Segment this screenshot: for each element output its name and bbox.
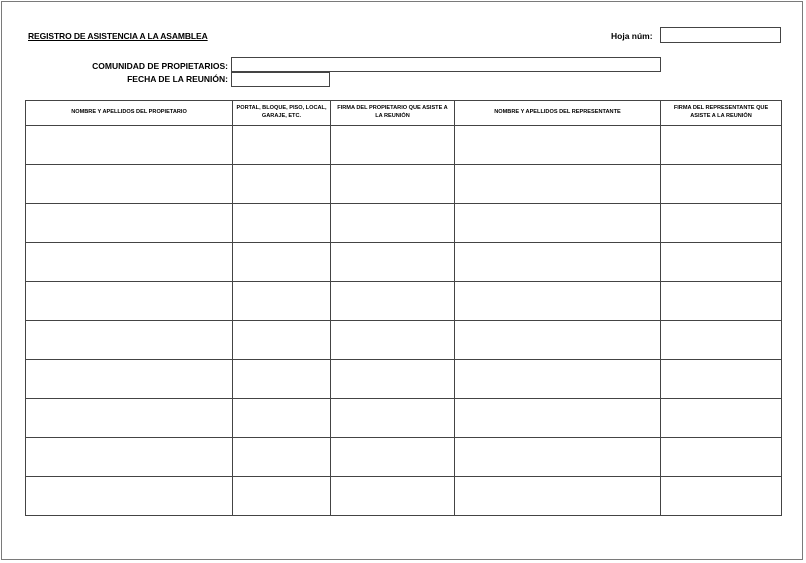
table-row	[26, 204, 782, 243]
owner-signature-cell[interactable]	[331, 399, 455, 438]
sheet-number-field[interactable]	[660, 27, 781, 43]
header-owner-name: NOMBRE Y APELLIDOS DEL PROPIETARIO	[26, 101, 233, 126]
owner-name-cell[interactable]	[26, 438, 233, 477]
owner-name-cell[interactable]	[26, 165, 233, 204]
representative-signature-cell[interactable]	[661, 126, 782, 165]
representative-signature-cell[interactable]	[661, 282, 782, 321]
meeting-date-label: FECHA DE LA REUNIÓN:	[127, 74, 228, 84]
representative-name-cell[interactable]	[455, 126, 661, 165]
unit-cell[interactable]	[233, 321, 331, 360]
representative-name-cell[interactable]	[455, 438, 661, 477]
table-row	[26, 438, 782, 477]
unit-cell[interactable]	[233, 477, 331, 516]
community-field[interactable]	[231, 57, 661, 72]
table-row	[26, 477, 782, 516]
representative-signature-cell[interactable]	[661, 399, 782, 438]
table-row	[26, 165, 782, 204]
owner-name-cell[interactable]	[26, 204, 233, 243]
header-unit: PORTAL, BLOQUE, PISO, LOCAL, GARAJE, ETC.	[233, 101, 331, 126]
owner-signature-cell[interactable]	[331, 165, 455, 204]
owner-name-cell[interactable]	[26, 477, 233, 516]
table-body	[26, 126, 782, 516]
representative-name-cell[interactable]	[455, 282, 661, 321]
owner-name-cell[interactable]	[26, 321, 233, 360]
owner-signature-cell[interactable]	[331, 204, 455, 243]
owner-name-cell[interactable]	[26, 126, 233, 165]
unit-cell[interactable]	[233, 243, 331, 282]
attendance-table	[25, 100, 782, 516]
representative-signature-cell[interactable]	[661, 204, 782, 243]
owner-signature-cell[interactable]	[331, 243, 455, 282]
unit-cell[interactable]	[233, 360, 331, 399]
owner-name-cell[interactable]	[26, 399, 233, 438]
table-row	[26, 126, 782, 165]
meeting-date-field[interactable]	[231, 72, 330, 87]
representative-name-cell[interactable]	[455, 321, 661, 360]
representative-signature-cell[interactable]	[661, 438, 782, 477]
unit-cell[interactable]	[233, 399, 331, 438]
table-row	[26, 282, 782, 321]
table-row	[26, 243, 782, 282]
header-representative-name: NOMBRE Y APELLIDOS DEL REPRESENTANTE	[455, 101, 661, 126]
community-label: COMUNIDAD DE PROPIETARIOS:	[92, 61, 228, 71]
representative-signature-cell[interactable]	[661, 243, 782, 282]
representative-name-cell[interactable]	[455, 360, 661, 399]
header-representative-signature: FIRMA DEL REPRESENTANTE QUE ASISTE A LA REUNIÓN	[661, 101, 782, 126]
owner-signature-cell[interactable]	[331, 126, 455, 165]
unit-cell[interactable]	[233, 438, 331, 477]
representative-name-cell[interactable]	[455, 399, 661, 438]
sheet-number-label: Hoja núm:	[611, 31, 653, 41]
owner-name-cell[interactable]	[26, 360, 233, 399]
unit-cell[interactable]	[233, 126, 331, 165]
owner-signature-cell[interactable]	[331, 438, 455, 477]
header-owner-signature: FIRMA DEL PROPIETARIO QUE ASISTE A LA REUNIÓN	[331, 101, 455, 126]
representative-signature-cell[interactable]	[661, 360, 782, 399]
representative-name-cell[interactable]	[455, 243, 661, 282]
representative-name-cell[interactable]	[455, 165, 661, 204]
form-title: REGISTRO DE ASISTENCIA A LA ASAMBLEA	[28, 31, 208, 41]
representative-signature-cell[interactable]	[661, 321, 782, 360]
unit-cell[interactable]	[233, 204, 331, 243]
unit-cell[interactable]	[233, 165, 331, 204]
table-row	[26, 360, 782, 399]
owner-signature-cell[interactable]	[331, 360, 455, 399]
table-header-row	[26, 101, 782, 126]
representative-name-cell[interactable]	[455, 477, 661, 516]
owner-signature-cell[interactable]	[331, 321, 455, 360]
table-row	[26, 399, 782, 438]
owner-name-cell[interactable]	[26, 282, 233, 321]
owner-signature-cell[interactable]	[331, 282, 455, 321]
representative-signature-cell[interactable]	[661, 165, 782, 204]
owner-signature-cell[interactable]	[331, 477, 455, 516]
owner-name-cell[interactable]	[26, 243, 233, 282]
unit-cell[interactable]	[233, 282, 331, 321]
table-row	[26, 321, 782, 360]
representative-signature-cell[interactable]	[661, 477, 782, 516]
representative-name-cell[interactable]	[455, 204, 661, 243]
